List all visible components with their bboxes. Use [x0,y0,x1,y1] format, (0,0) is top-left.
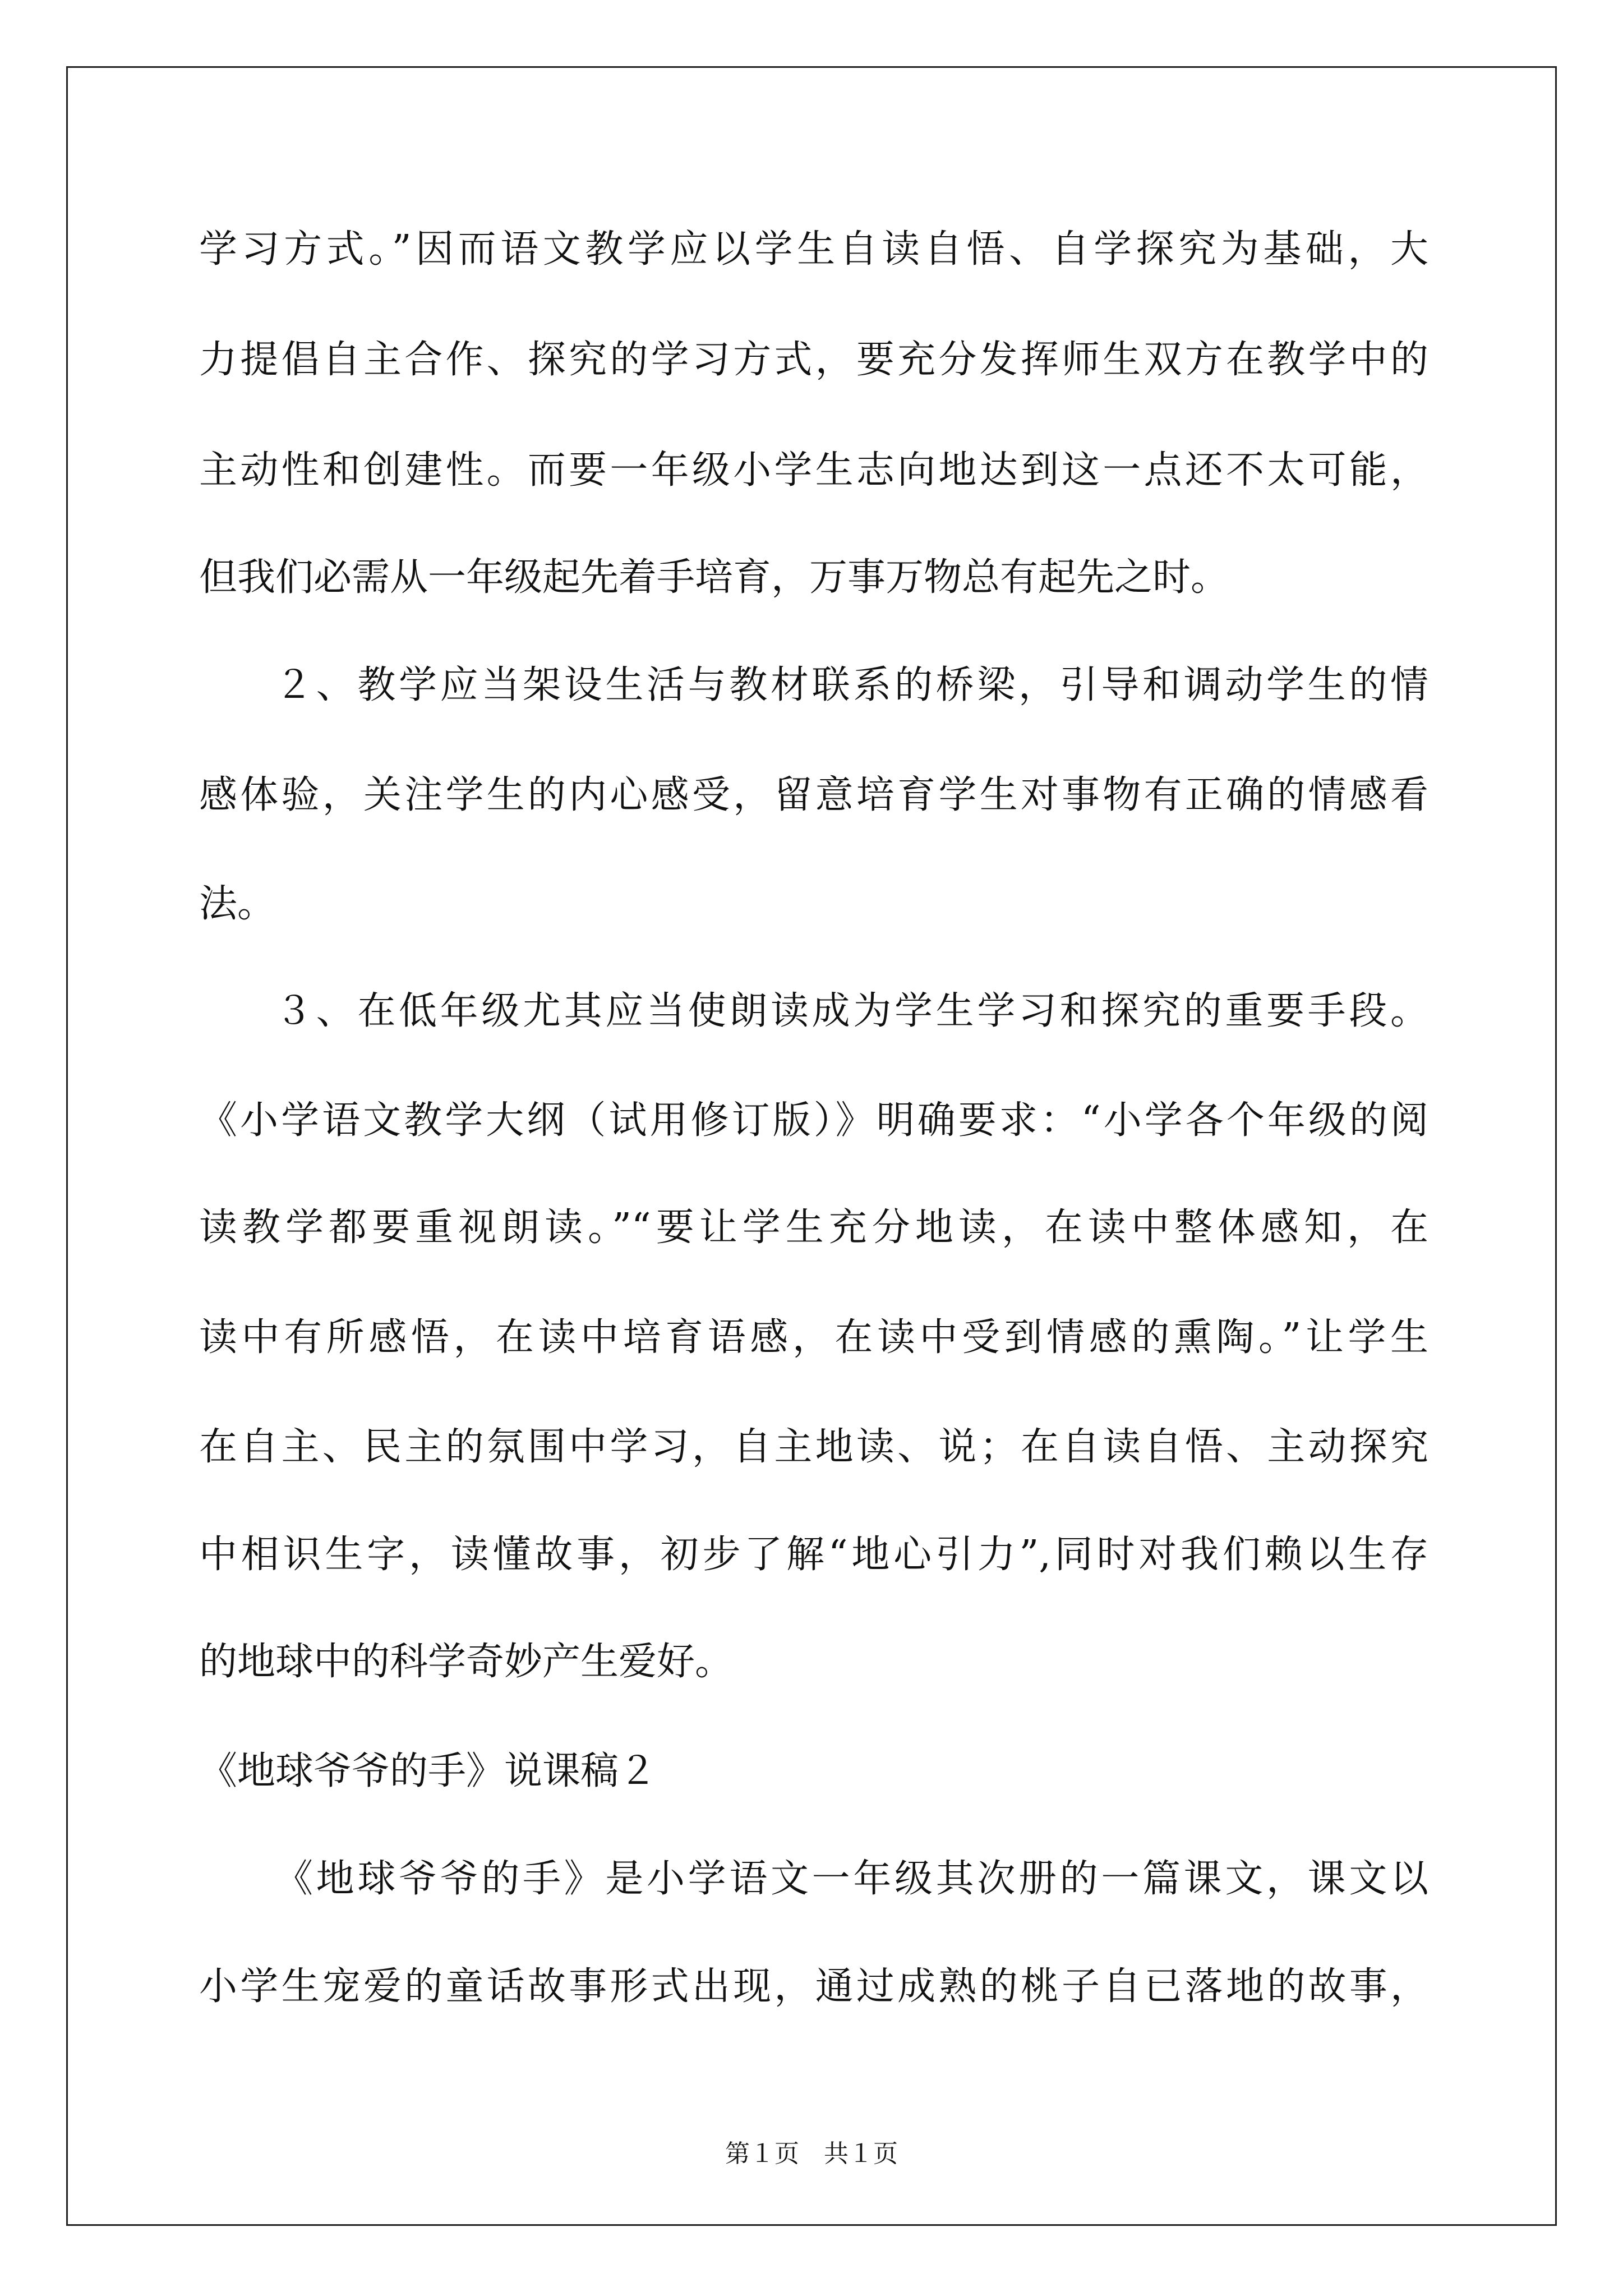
text-line: 读中有所感悟，在读中培育语感，在读中受到情感的熏陶。”让学生 [199,1315,1428,1360]
text-line: 读教学都要重视朗读。”“要让学生充分地读，在读中整体感知，在 [199,1205,1428,1250]
text-line: 在自主、民主的氛围中学习，自主地读、说；在自读自悟、主动探究 [199,1425,1428,1469]
text-line: 小学生宠爱的童话故事形式出现，通过成熟的桃子自已落地的故事， [199,1964,1428,2009]
page-footer: 第１页 共１页 [725,2139,898,2168]
text-line: 《小学语文教学大纲（试用修订版）》明确要求：“小学各个年级的阅 [199,1098,1428,1143]
section-heading: 《地球爷爷的手》说课稿２ [199,1749,657,1793]
text-line: 但我们必需从一年级起先着手培育，万事万物总有起先之时。 [199,555,1229,600]
text-line: 感体验，关注学生的内心感受，留意培育学生对事物有正确的情感看 [199,773,1428,817]
text-line: 法。 [199,882,276,926]
paragraph-start-line: ３、在低年级尤其应当使朗读成为学生学习和探究的重要手段。 [275,989,1428,1033]
text-line: 主动性和创建性。而要一年级小学生志向地达到这一点还不太可能， [199,448,1428,493]
page-border [66,66,1557,2226]
text-line: 学习方式。”因而语文教学应以学生自读自悟、自学探究为基础，大 [199,227,1428,272]
paragraph-start-line: 《地球爷爷的手》是小学语文一年级其次册的一篇课文，课文以 [275,1857,1428,1901]
text-line: 的地球中的科学奇妙产生爱好。 [199,1640,734,1684]
text-line: 中相识生字，读懂故事，初步了解“地心引力”,同时对我们赖以生存 [199,1533,1428,1577]
text-line: 力提倡自主合作、探究的学习方式，要充分发挥师生双方在教学中的 [199,338,1428,382]
paragraph-start-line: ２、教学应当架设生活与教材联系的桥梁，引导和调动学生的情 [275,663,1428,707]
